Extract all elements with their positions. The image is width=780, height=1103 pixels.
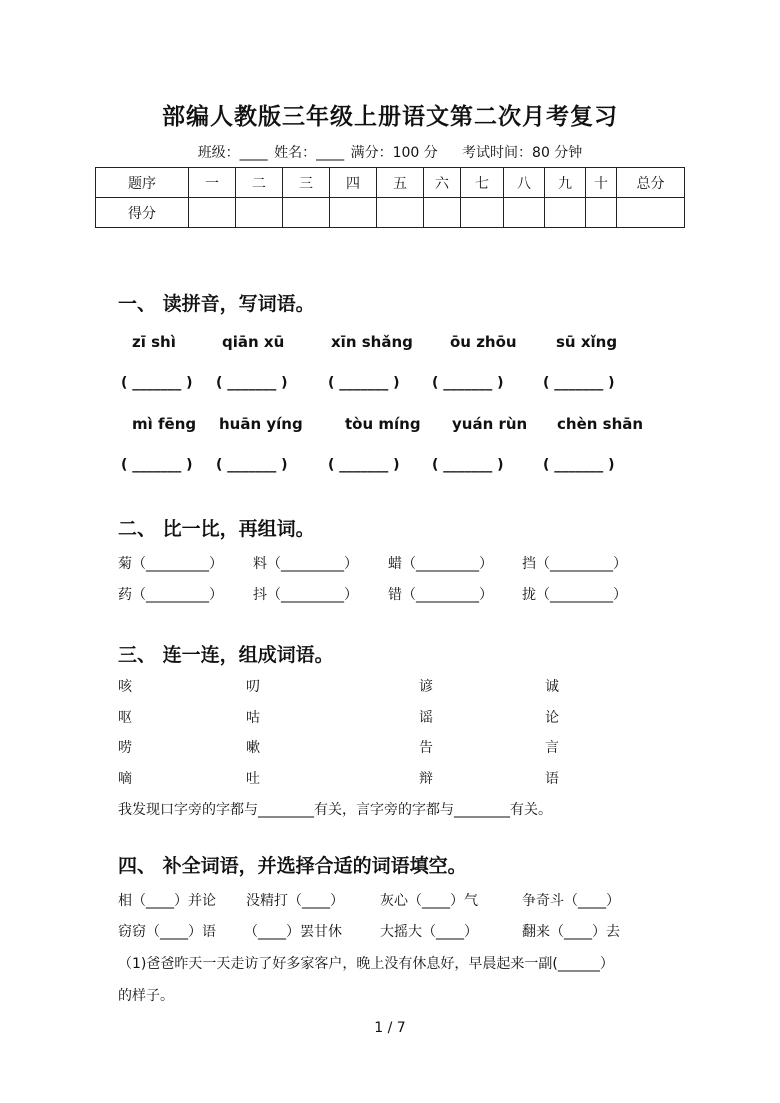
question-1-line1: （1)爸爸昨天一天走访了好多家客户，晚上没有休息好，早晨起来一副(______）: [118, 956, 614, 972]
match-char: 谚: [419, 679, 433, 695]
answer-blank: ( _______ ): [216, 375, 288, 391]
idiom-item: 没精打（____）: [246, 893, 344, 909]
answer-blank: ( _______ ): [543, 375, 615, 391]
compare-item: 拢（_________）: [522, 587, 627, 603]
match-char: 叨: [246, 679, 260, 695]
match-char: 咳: [118, 679, 132, 695]
idiom-item: 争奇斗（____）: [522, 893, 620, 909]
score-header-cell: 九: [545, 168, 586, 198]
idiom-item: 相（____）并论: [118, 893, 216, 909]
answer-blank: ( _______ ): [121, 375, 193, 391]
section2-heading: 二、 比一比，再组词。: [118, 518, 315, 540]
score-header-cell: 一: [189, 168, 236, 198]
score-cell: [283, 198, 330, 228]
compare-item: 抖（_________）: [253, 587, 358, 603]
answer-blank: ( _______ ): [216, 457, 288, 473]
section4-heading: 四、 补全词语，并选择合适的词语填空。: [118, 855, 467, 877]
score-cell: [545, 198, 586, 228]
idiom-item: 灰心（____）气: [380, 893, 478, 909]
class-label: 班级：____: [197, 145, 268, 161]
name-label: 姓名：____: [274, 145, 345, 161]
compare-item: 错（_________）: [388, 587, 493, 603]
match-char: 咕: [246, 710, 260, 726]
score-header-cell: 题序: [96, 168, 189, 198]
match-char: 嗽: [246, 740, 260, 756]
finding-sentence: 我发现口字旁的字都与________有关，言字旁的字都与________有关。: [118, 802, 552, 818]
score-table-score-row: [96, 198, 685, 228]
pinyin-item: zī shì: [132, 333, 176, 351]
score-table-header-row: [96, 168, 685, 198]
pinyin-item: xīn shǎng: [331, 333, 413, 351]
match-char: 谣: [419, 710, 433, 726]
pinyin-item: mì fēng: [132, 415, 197, 433]
match-char: 告: [419, 740, 433, 756]
match-char: 诚: [545, 679, 559, 695]
score-header-cell: 三: [283, 168, 330, 198]
answer-blank: ( _______ ): [432, 375, 504, 391]
exam-info-line: [0, 142, 780, 162]
page-number: 1 / 7: [374, 1020, 406, 1036]
section1-heading: 一、 读拼音，写词语。: [118, 293, 315, 315]
question-1-line2: 的样子。: [118, 988, 174, 1004]
score-header-cell: 四: [330, 168, 377, 198]
pinyin-item: yuán rùn: [452, 415, 528, 433]
compare-item: 蜡（_________）: [388, 556, 493, 572]
score-cell: [377, 198, 424, 228]
score-header-cell: 六: [424, 168, 461, 198]
score-table: [95, 167, 685, 228]
compare-item: 料（_________）: [253, 556, 358, 572]
pinyin-item: tòu míng: [345, 415, 421, 433]
score-cell: [504, 198, 545, 228]
match-char: 言: [545, 740, 559, 756]
match-char: 唠: [118, 740, 132, 756]
compare-item: 菊（_________）: [118, 556, 223, 572]
pinyin-item: qiān xū: [222, 333, 285, 351]
idiom-item: 大摇大（____）: [380, 924, 478, 940]
score-cell: [461, 198, 504, 228]
compare-item: 药（_________）: [118, 587, 223, 603]
score-header-cell: 七: [461, 168, 504, 198]
score-cell: [236, 198, 283, 228]
score-cell: [424, 198, 461, 228]
pinyin-item: ōu zhōu: [450, 333, 517, 351]
match-char: 论: [545, 710, 559, 726]
section3-heading: 三、 连一连，组成词语。: [118, 644, 334, 666]
document-title: 部编人教版三年级上册语文第二次月考复习: [162, 104, 618, 130]
match-char: 呕: [118, 710, 132, 726]
score-cell: [617, 198, 685, 228]
pinyin-item: chèn shān: [557, 415, 644, 433]
match-char: 语: [545, 771, 559, 787]
compare-item: 挡（_________）: [522, 556, 627, 572]
idiom-item: 窃窃（____）语: [118, 924, 216, 940]
answer-blank: ( _______ ): [328, 457, 400, 473]
idiom-item: 翻来（____）去: [522, 924, 620, 940]
match-char: 吐: [246, 771, 260, 787]
score-cell: [586, 198, 617, 228]
score-row-label: 得分: [96, 198, 189, 228]
match-char: 嘀: [118, 771, 132, 787]
score-header-cell: 总分: [617, 168, 685, 198]
score-header-cell: 二: [236, 168, 283, 198]
score-header-cell: 十: [586, 168, 617, 198]
pinyin-item: huān yíng: [219, 415, 303, 433]
pinyin-item: sū xǐng: [556, 333, 618, 351]
answer-blank: ( _______ ): [121, 457, 193, 473]
full-score: 满分：100 分: [350, 145, 438, 161]
score-header-cell: 五: [377, 168, 424, 198]
idiom-item: （____）罢甘休: [244, 924, 342, 940]
score-cell: [330, 198, 377, 228]
match-char: 辩: [419, 771, 433, 787]
exam-time: 考试时间：80 分钟: [462, 145, 583, 161]
answer-blank: ( _______ ): [543, 457, 615, 473]
answer-blank: ( _______ ): [328, 375, 400, 391]
score-header-cell: 八: [504, 168, 545, 198]
score-cell: [189, 198, 236, 228]
answer-blank: ( _______ ): [432, 457, 504, 473]
